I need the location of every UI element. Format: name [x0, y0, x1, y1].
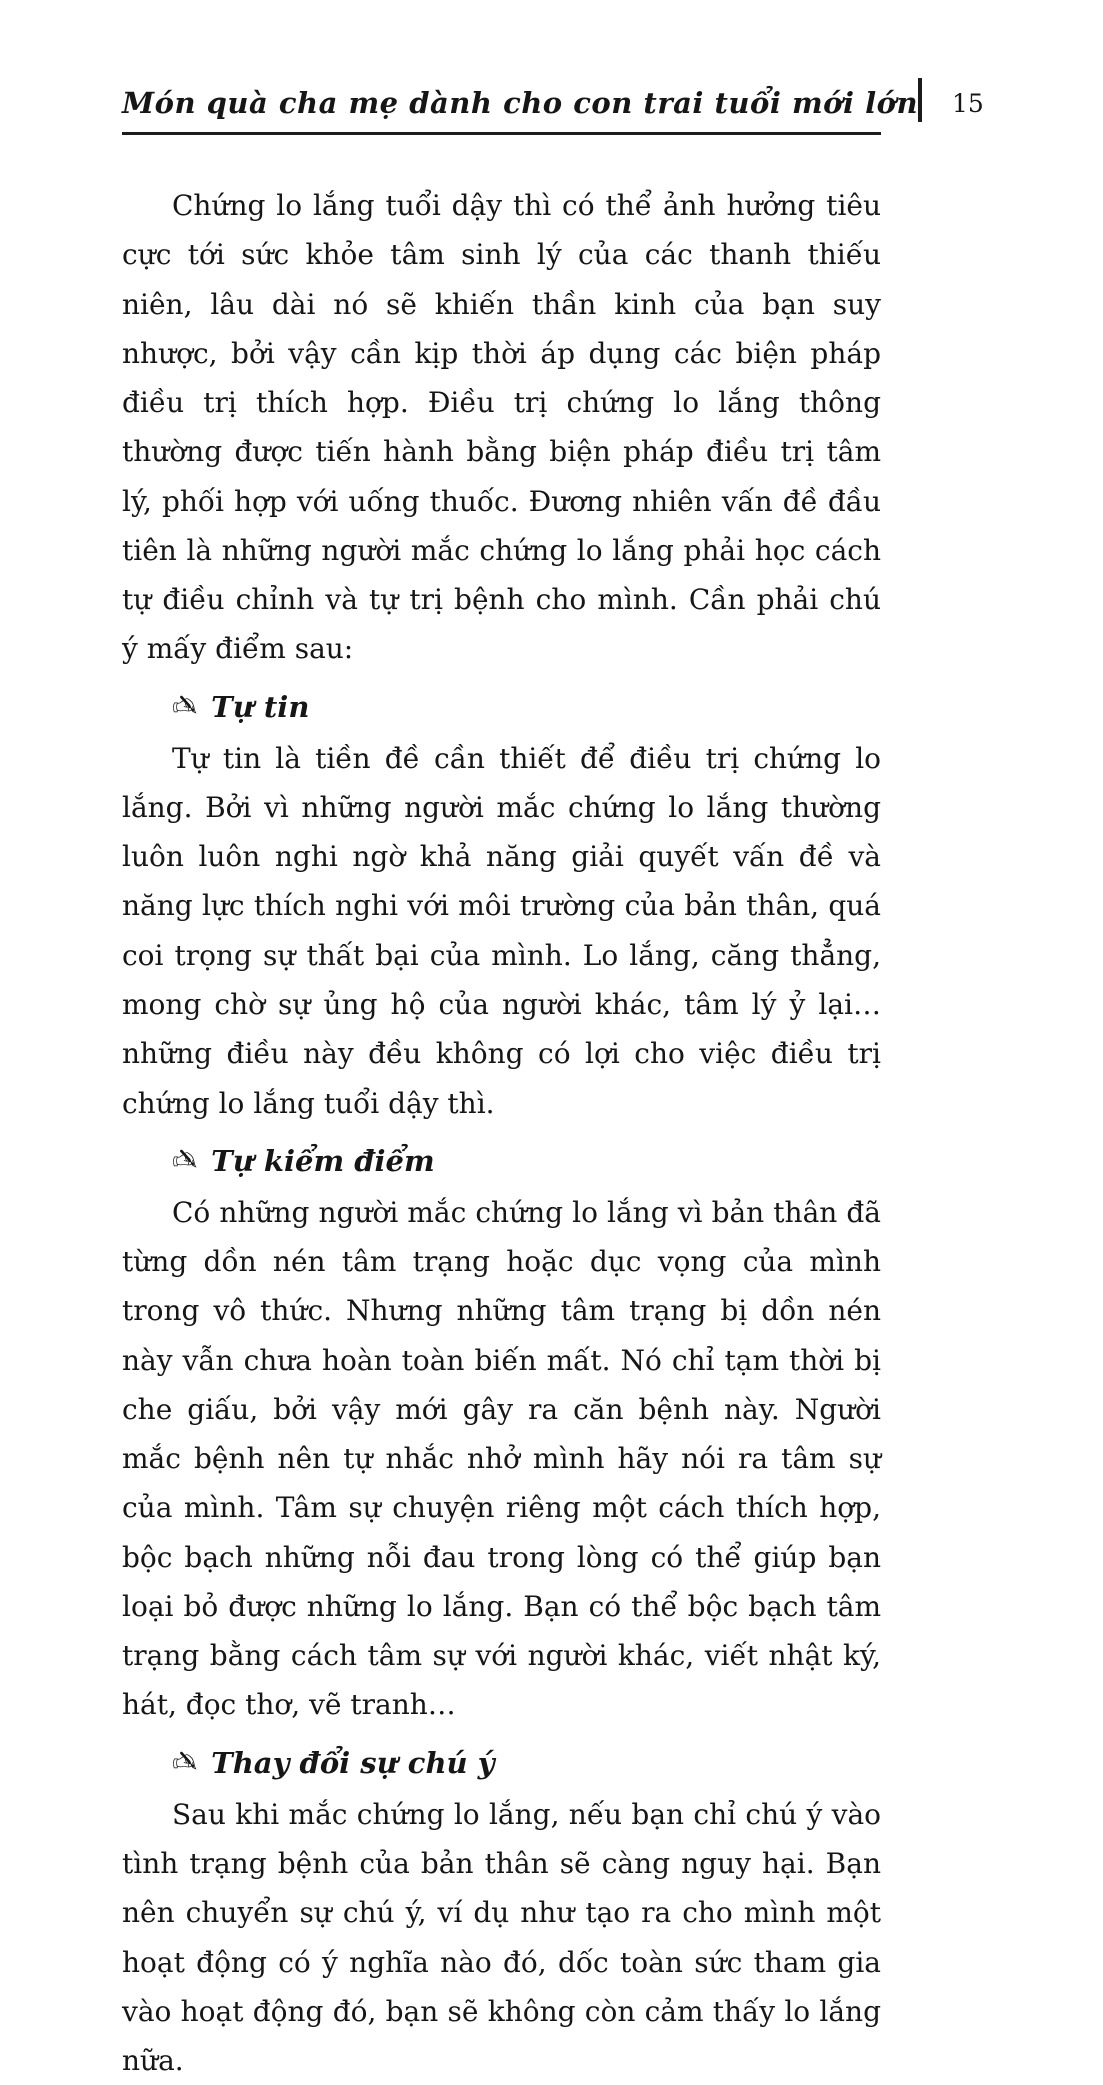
- page-header: [122, 78, 984, 135]
- page-content: [122, 181, 881, 2085]
- page-number: 15: [952, 88, 984, 118]
- paragraph: Sau khi mắc chứng lo lắng, nếu bạn chỉ chú ý vào tình trạng bệnh của bản thân sẽ càng nguy hại. Bạn nên chuyển sự chú ý, ví dụ như tạo ra cho mình một hoạt động có ý nghĩa nào đó, dốc toàn sức tham gia vào hoạt động đó, bạn sẽ không còn cảm thấy lo lắng nữa.: [122, 1797, 881, 2078]
- heading-label: Tự tin: [211, 689, 310, 724]
- section-heading: [172, 1746, 881, 1780]
- section-heading: [172, 690, 881, 724]
- paragraph: Chứng lo lắng tuổi dậy thì có thể ảnh hưởng tiêu cực tới sức khỏe tâm sinh lý của các thanh thiếu niên, lâu dài nó sẽ khiến thần kinh của bạn suy nhược, bởi vậy cần kịp thời áp dụng các biện pháp điều trị thích hợp. Điều trị chứng lo lắng thông thường được tiến hành bằng biện pháp điều trị tâm lý, phối hợp với uống thuốc. Đương nhiên vấn đề đầu tiên là những người mắc chứng lo lắng phải học cách tự điều chỉnh và tự trị bệnh cho mình. Cần phải chú ý mấy điểm sau:: [122, 189, 881, 666]
- heading-label: Tự kiểm điểm: [211, 1143, 435, 1178]
- header-divider-bar: [918, 78, 922, 122]
- heading-label: Thay đổi sự chú ý: [211, 1745, 495, 1780]
- paragraph: Tự tin là tiền đề cần thiết để điều trị chứng lo lắng. Bởi vì những người mắc chứng lo lắng thường luôn luôn nghi ngờ khả năng giải quyết vấn đề và năng lực thích nghi với môi trường của bản thân, quá coi trọng sự thất bại của mình. Lo lắng, căng thẳng, mong chờ sự ủng hộ của người khác, tâm lý ỷ lại… những điều này đều không có lợi cho việc điều trị chứng lo lắng tuổi dậy thì.: [122, 741, 881, 1120]
- pen-icon: ✍: [172, 1744, 198, 1780]
- paragraph: Có những người mắc chứng lo lắng vì bản thân đã từng dồn nén tâm trạng hoặc dục vọng của mình trong vô thức. Nhưng những tâm trạng bị dồn nén này vẫn chưa hoàn toàn biến mất. Nó chỉ tạm thời bị che giấu, bởi vậy mới gây ra căn bệnh này. Người mắc bệnh nên tự nhắc nhở mình hãy nói ra tâm sự của mình. Tâm sự chuyện riêng một cách thích hợp, bộc bạch những nỗi đau trong lòng có thể giúp bạn loại bỏ được những lo lắng. Bạn có thể bộc bạch tâm trạng bằng cách tâm sự với người khác, viết nhật ký, hát, đọc thơ, vẽ tranh…: [122, 1195, 881, 1722]
- pen-icon: ✍: [172, 1142, 198, 1178]
- header-right: [918, 78, 984, 122]
- section-heading: [172, 1144, 881, 1178]
- pen-icon: ✍: [172, 688, 198, 724]
- book-title: Món quà cha mẹ dành cho con trai tuổi mới lớn: [122, 86, 919, 120]
